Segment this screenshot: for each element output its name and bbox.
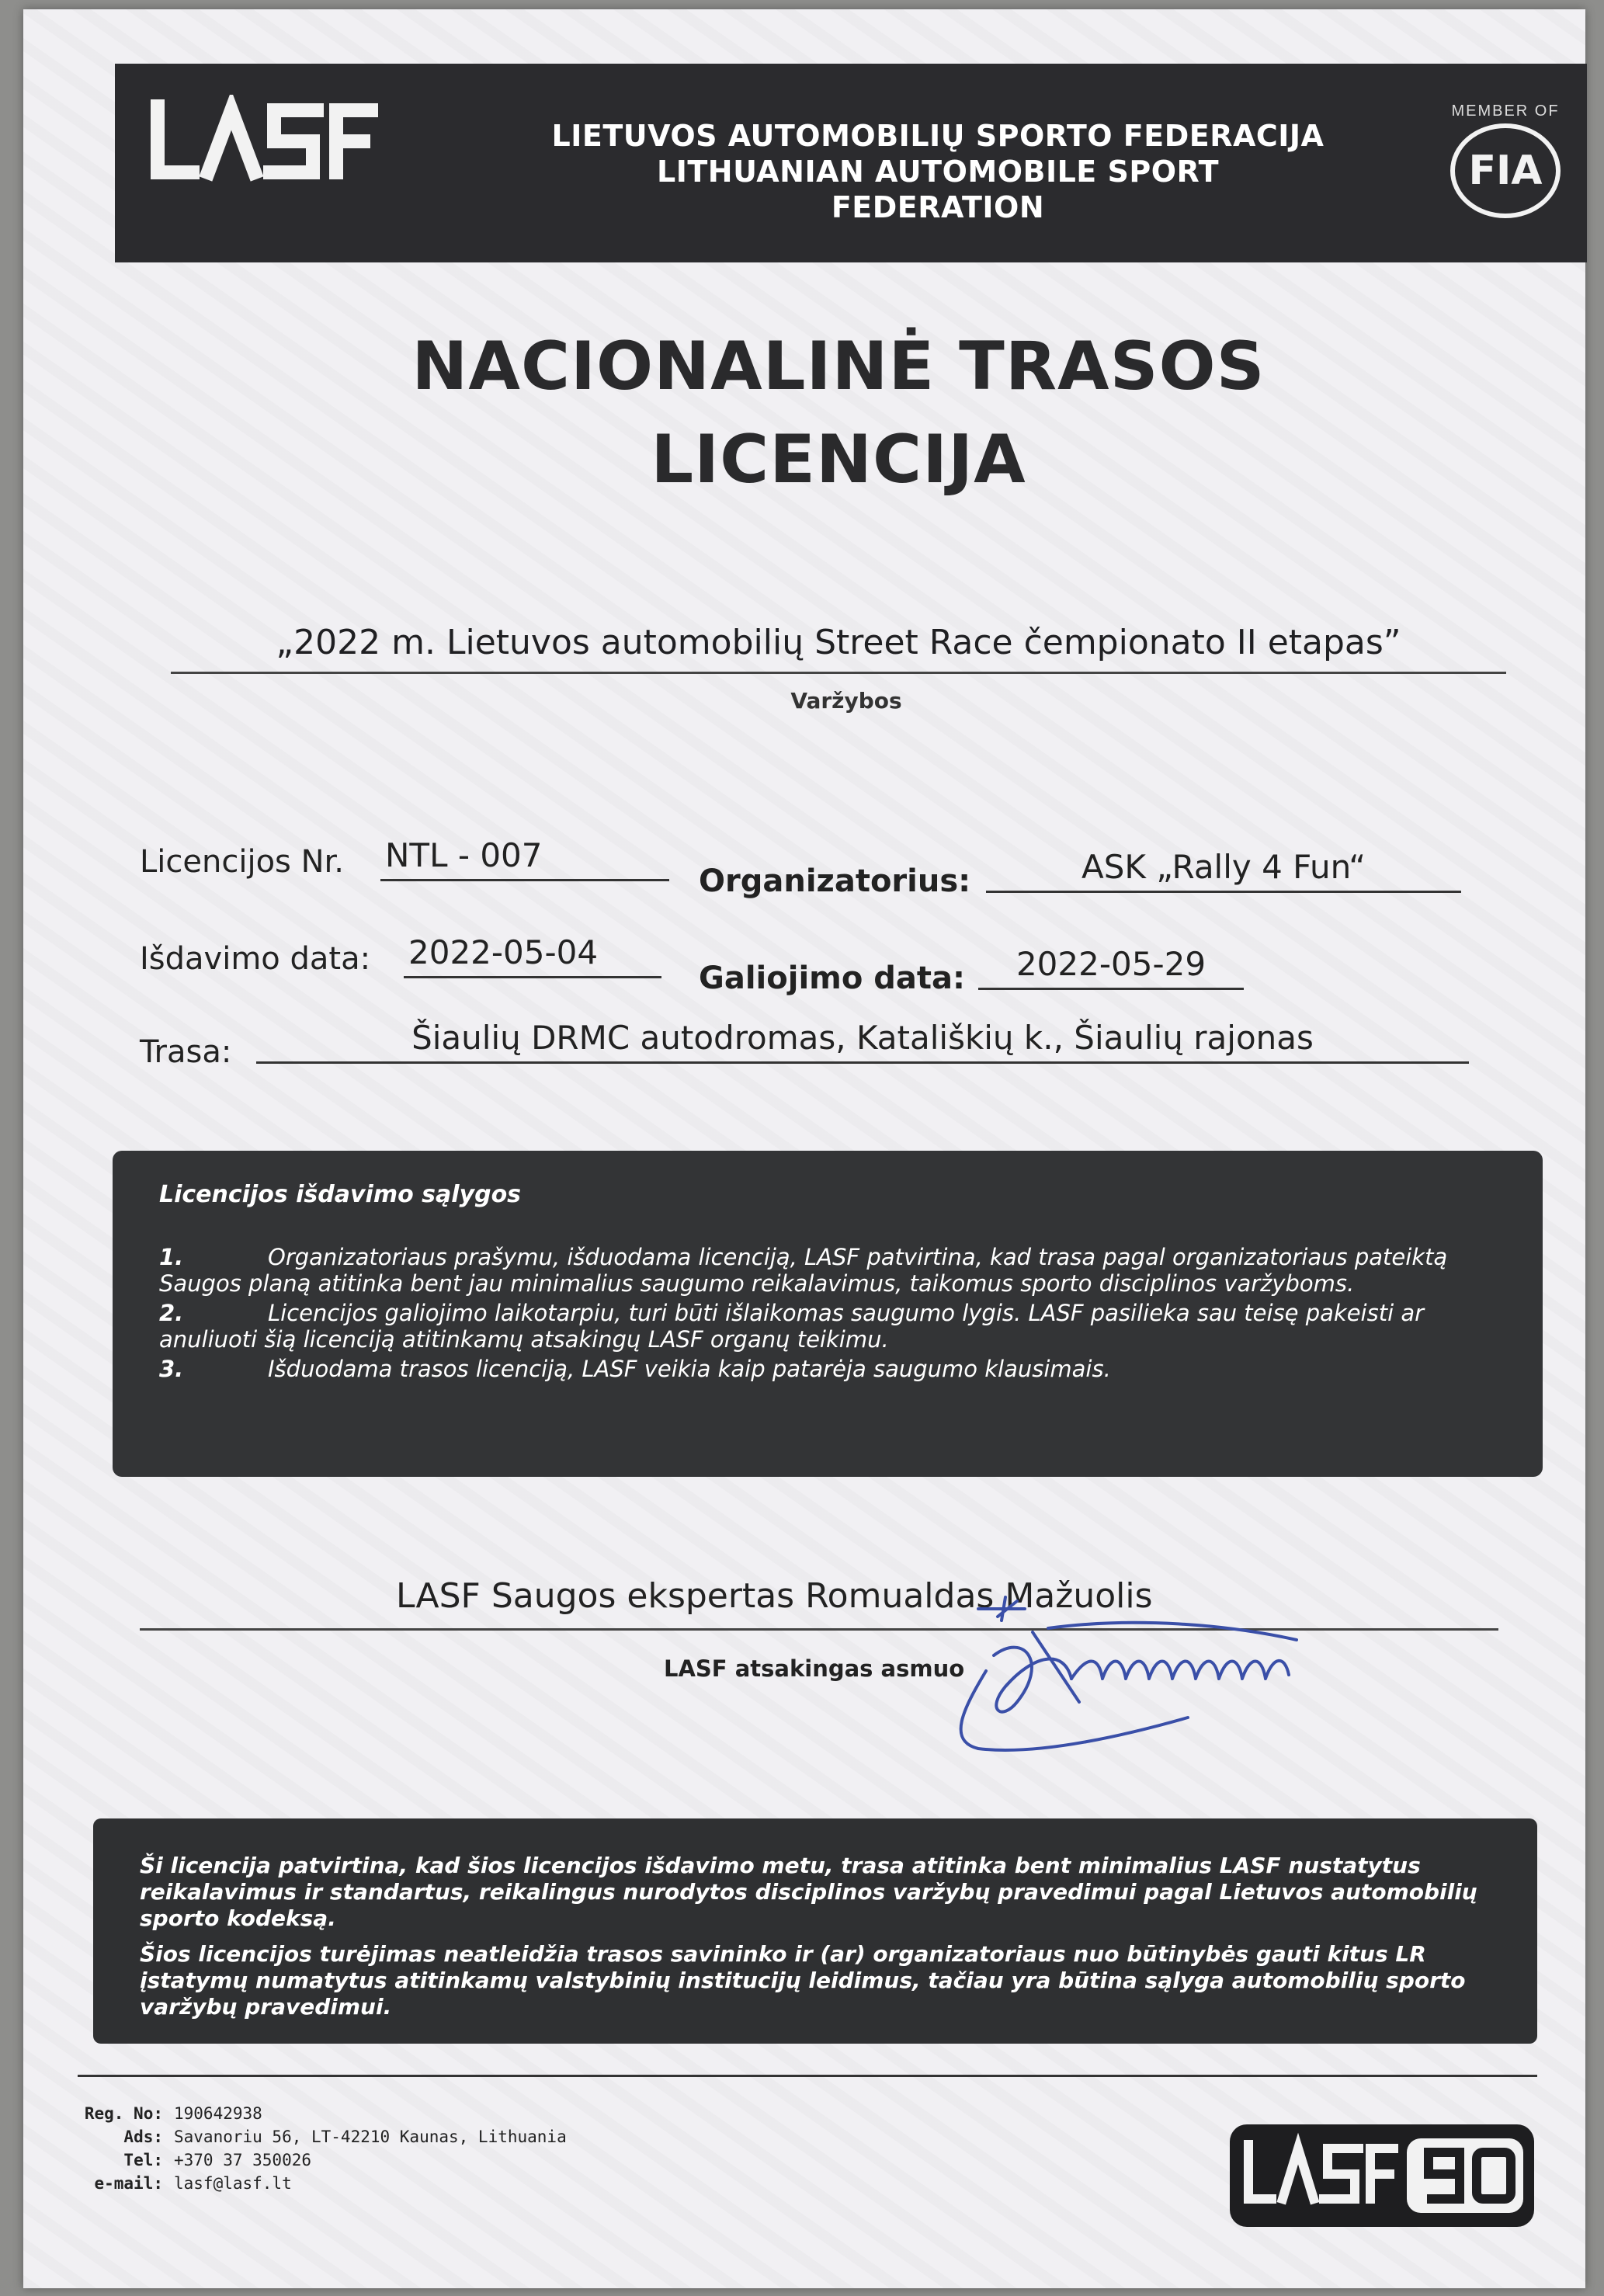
license-no-label: Licencijos Nr. — [140, 844, 345, 880]
condition-item — [159, 1244, 1510, 1297]
document-title — [334, 320, 1343, 506]
event-caption: Varžybos — [790, 688, 902, 714]
license-notice-box — [93, 1818, 1537, 2044]
condition-number: 3. — [159, 1356, 184, 1382]
document-title-line2: LICENCIJA — [651, 421, 1026, 498]
address-value: Savanoriu 56, LT-42210 Kaunas, Lithuania — [174, 2128, 567, 2146]
phone-label: Tel: — [123, 2151, 163, 2169]
notice-paragraph-1: Ši licencija patvirtina, kad šios licencijos išdavimo metu, trasa atitinka bent minimalius LASF nustatytus reikalavimus ir standartus, reikalingus nurodytos disciplinos varžybų pravedimui pagal Lietuvos automobilių sporto kodeksą. — [140, 1853, 1477, 1931]
lasf-logo — [146, 95, 379, 188]
federation-name — [550, 118, 1326, 225]
reg-value: 190642938 — [174, 2104, 262, 2123]
valid-date-value: 2022-05-29 — [978, 945, 1244, 990]
footer-contacts — [78, 2102, 621, 2195]
conditions-list — [159, 1244, 1510, 1385]
condition-number: 2. — [159, 1300, 184, 1326]
track-label: Trasa: — [140, 1034, 232, 1070]
event-name: „2022 m. Lietuvos automobilių Street Race čempionato II etapas” — [171, 623, 1506, 674]
email-row — [78, 2172, 621, 2195]
issue-date-label: Išdavimo data: — [140, 941, 371, 977]
organizer-label: Organizatorius: — [699, 863, 971, 899]
conditions-title: Licencijos išdavimo sąlygos — [159, 1181, 522, 1208]
valid-date-label: Galiojimo data: — [699, 960, 965, 996]
lasf-90-logo — [1227, 2121, 1537, 2230]
federation-header — [115, 64, 1587, 262]
signer-name: LASF Saugos ekspertas Romualdas Mažuolis — [396, 1576, 1153, 1616]
notice-paragraph-2: Šios licencijos turėjimas neatleidžia trasos savininko ir (ar) organizatoriaus nuo būtinybės gauti kitus LR įstatymų numatytus atitinkamų valstybinių institucijų leidimus, tačiau yra būtina sąlyga automobilių sporto varžybų pravedimui. — [140, 1941, 1466, 2020]
condition-text: Organizatoriaus prašymu, išduodama licenciją, LASF patvirtina, kad trasa pagal organizatoriaus pateiktą Saugos planą atitinka bent jau minimalius saugumo reikalavimus, taikomus sporto disciplinos varžyboms. — [159, 1244, 1448, 1297]
organizer-value: ASK „Rally 4 Fun“ — [986, 848, 1461, 893]
condition-text: Išduodama trasos licenciją, LASF veikia kaip patarėja saugumo klausimais. — [268, 1356, 1111, 1382]
reg-label: Reg. No: — [84, 2104, 163, 2123]
federation-name-lt: LIETUVOS AUTOMOBILIŲ SPORTO FEDERACIJA — [551, 119, 1325, 153]
email-label: e-mail: — [94, 2174, 163, 2193]
issue-date-value: 2022-05-04 — [404, 933, 661, 978]
phone-row — [78, 2148, 621, 2172]
phone-value: +370 37 350026 — [174, 2151, 312, 2169]
fia-logo: FIA — [1450, 123, 1561, 218]
address-row — [78, 2125, 621, 2148]
fia-member-text: MEMBER OF — [1451, 102, 1560, 120]
condition-text: Licencijos galiojimo laikotarpiu, turi būti išlaikomas saugumo lygis. LASF pasilieka sau teisę pakeisti ar anuliuoti šią licenciją atitinkamų atsakingų LASF organų teikimu. — [159, 1300, 1425, 1353]
handwritten-signature — [932, 1586, 1397, 1772]
condition-number: 1. — [159, 1244, 184, 1270]
track-value: Šiaulių DRMC autodromas, Katališkių k., Šiaulių rajonas — [256, 1019, 1469, 1064]
document-title-line1: NACIONALINĖ TRASOS — [411, 328, 1265, 405]
reg-number-row — [78, 2102, 621, 2125]
email-value: lasf@lasf.lt — [174, 2174, 292, 2193]
signature-caption: LASF atsakingas asmuo — [664, 1655, 965, 1682]
footer-rule — [78, 2075, 1537, 2077]
condition-item — [159, 1356, 1510, 1382]
fia-badge-block — [1439, 102, 1571, 218]
license-conditions-box — [113, 1151, 1543, 1477]
condition-item — [159, 1300, 1510, 1353]
federation-name-en: LITHUANIAN AUTOMOBILE SPORT FEDERATION — [657, 155, 1219, 224]
address-label: Ads: — [123, 2128, 163, 2146]
license-document — [23, 9, 1585, 2288]
license-no-value: NTL - 007 — [380, 836, 669, 881]
